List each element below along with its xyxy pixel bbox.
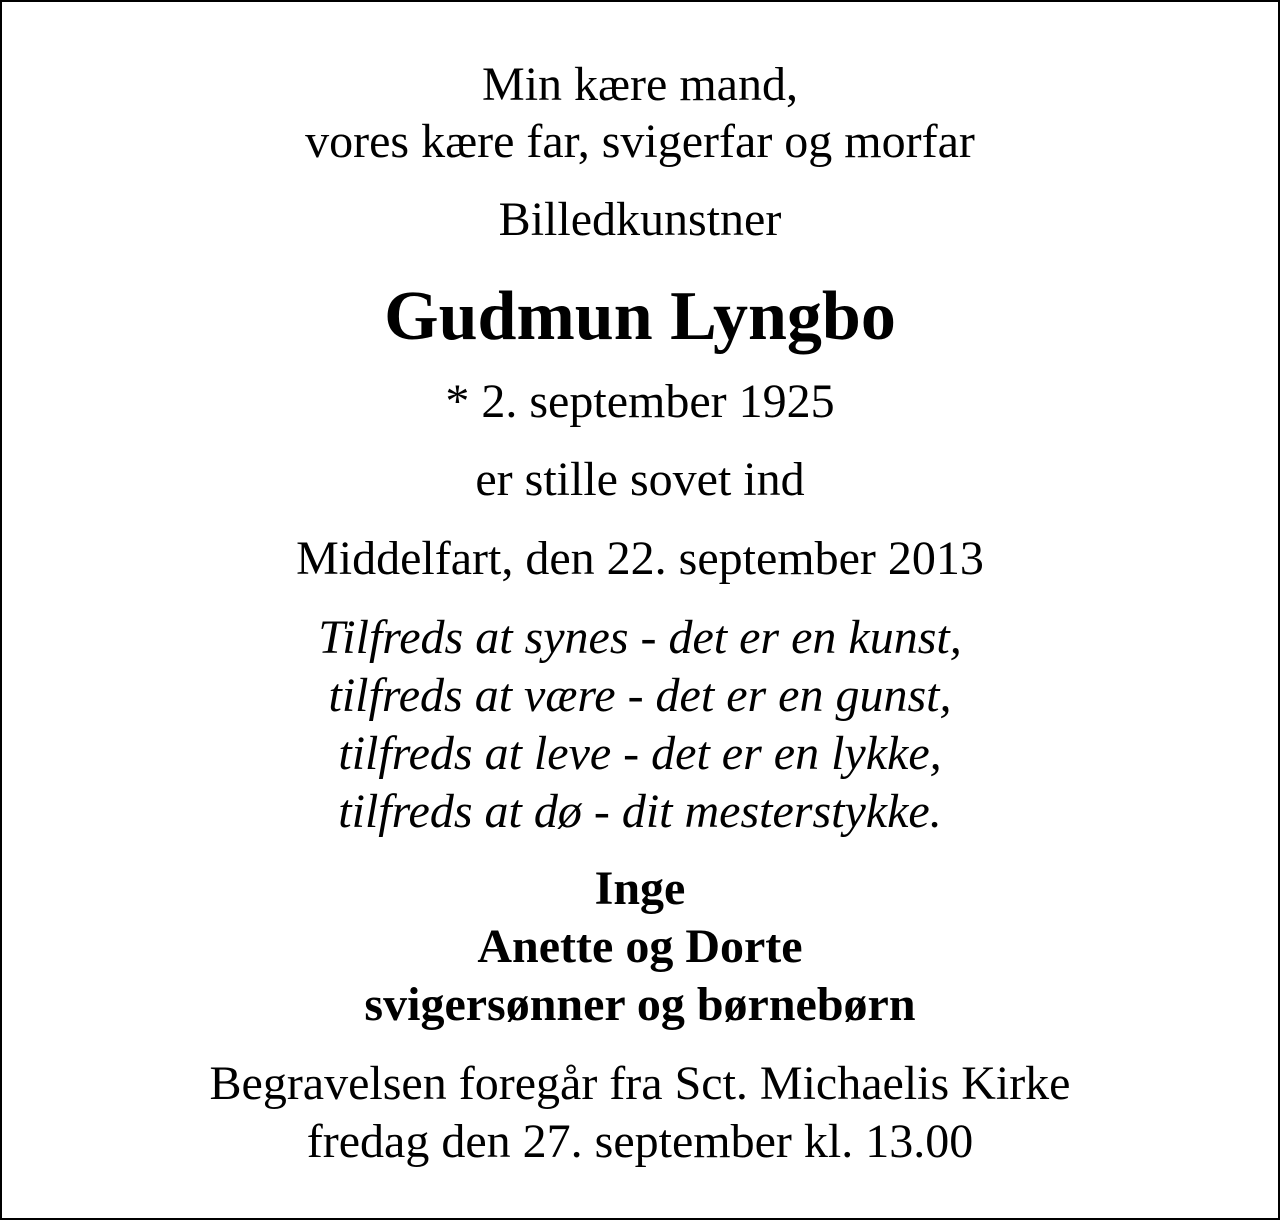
funeral-line-1: Begravelsen foregår fra Sct. Michaelis Kirke [209,1057,1071,1110]
signatory: svigersønner og børnebørn [364,978,916,1031]
profession: Billedkunstner [498,193,782,246]
signatory: Inge [594,862,686,915]
verse-line: tilfreds at dø - dit mesterstykke. [338,785,942,838]
signatory: Anette og Dorte [477,920,803,973]
place-and-date: Middelfart, den 22. september 2013 [296,532,984,585]
opening-line-1: Min kære mand, [482,58,798,111]
birth-date: * 2. september 1925 [445,375,835,428]
passing-phrase: er stille sovet ind [475,453,805,506]
verse-line: Tilfreds at synes - det er en kunst, [318,611,962,664]
verse-line: tilfreds at være - det er en gunst, [328,669,952,722]
funeral-line-2: fredag den 27. september kl. 13.00 [306,1115,974,1168]
opening-line-2: vores kære far, svigerfar og morfar [305,115,975,168]
deceased-name: Gudmun Lyngbo [384,278,896,355]
verse-line: tilfreds at leve - det er en lykke, [338,727,942,780]
